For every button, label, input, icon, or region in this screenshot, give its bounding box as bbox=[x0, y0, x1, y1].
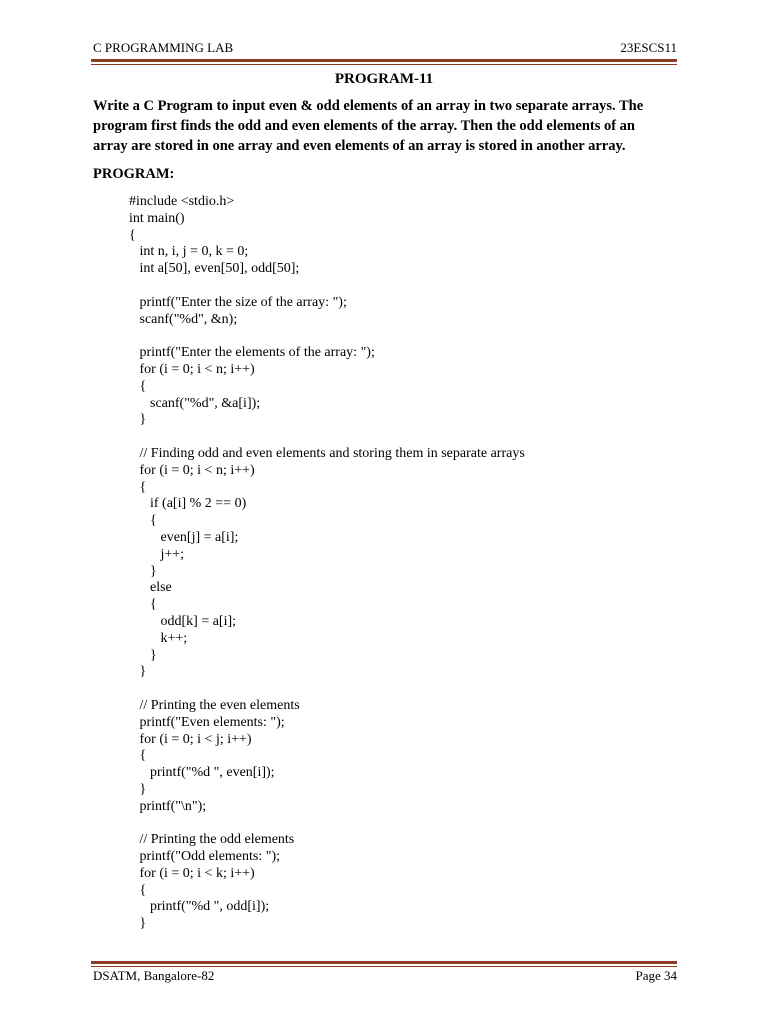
code-line: // Finding odd and even elements and storing them in separate arrays bbox=[129, 445, 525, 461]
program-label: PROGRAM: bbox=[93, 166, 175, 182]
problem-line: array are stored in one array and even elements of an array is stored in another array. bbox=[93, 138, 626, 154]
code-line: { bbox=[129, 378, 147, 394]
code-line: j++; bbox=[129, 546, 185, 562]
code-line: } bbox=[129, 664, 147, 680]
code-line: scanf("%d", &a[i]); bbox=[129, 395, 261, 411]
code-line: for (i = 0; i < n; i++) bbox=[129, 361, 255, 377]
footer-rule-thick bbox=[91, 961, 677, 964]
code-line bbox=[129, 278, 689, 295]
code-line: else bbox=[129, 580, 172, 596]
code-line: printf("\n"); bbox=[129, 798, 207, 814]
code-line: odd[k] = a[i]; bbox=[129, 613, 237, 629]
code-line: } bbox=[129, 647, 157, 663]
code-line: } bbox=[129, 916, 147, 932]
code-line: } bbox=[129, 563, 157, 579]
code-line: { bbox=[129, 882, 147, 898]
code-line: for (i = 0; i < k; i++) bbox=[129, 865, 255, 881]
page-header bbox=[93, 40, 677, 56]
code-line: printf("Enter the elements of the array: "); bbox=[129, 345, 375, 361]
code-line: scanf("%d", &n); bbox=[129, 311, 238, 327]
code-line: printf("%d ", odd[i]); bbox=[129, 899, 270, 915]
code-line bbox=[129, 328, 689, 345]
code-line: printf("Odd elements: "); bbox=[129, 849, 281, 865]
code-line: { bbox=[129, 227, 136, 243]
code-line: printf("Even elements: "); bbox=[129, 714, 285, 730]
footer-page-number: Page 34 bbox=[635, 968, 677, 983]
program-title: PROGRAM-11 bbox=[334, 71, 434, 87]
code-line bbox=[129, 429, 689, 446]
code-line: { bbox=[129, 513, 157, 529]
code-line: int n, i, j = 0, k = 0; bbox=[129, 244, 249, 260]
code-line bbox=[129, 681, 689, 698]
code-line: { bbox=[129, 597, 157, 613]
code-line: } bbox=[129, 781, 147, 797]
problem-statement bbox=[93, 96, 677, 156]
code-line: { bbox=[129, 479, 147, 495]
code-line: } bbox=[129, 412, 147, 428]
header-course-code: 23ESCS11 bbox=[620, 40, 677, 55]
footer-rule-thin bbox=[91, 966, 677, 967]
header-rule-thin bbox=[91, 64, 677, 65]
code-line: int a[50], even[50], odd[50]; bbox=[129, 261, 300, 277]
code-line: // Printing the even elements bbox=[129, 697, 300, 713]
code-line: printf("%d ", even[i]); bbox=[129, 765, 275, 781]
code-line: even[j] = a[i]; bbox=[129, 529, 239, 545]
header-rule-thick bbox=[91, 59, 677, 62]
code-line: if (a[i] % 2 == 0) bbox=[129, 496, 247, 512]
code-line: for (i = 0; i < n; i++) bbox=[129, 462, 255, 478]
code-line: printf("Enter the size of the array: "); bbox=[129, 294, 347, 310]
code-line: #include <stdio.h> bbox=[129, 194, 235, 209]
problem-line: program first finds the odd and even elements of the array. Then the odd elements of an bbox=[93, 118, 635, 134]
footer-institution: DSATM, Bangalore-82 bbox=[93, 968, 215, 983]
code-line: k++; bbox=[129, 630, 188, 646]
problem-line: Write a C Program to input even & odd elements of an array in two separate arrays. The bbox=[93, 98, 644, 114]
header-course-title: C PROGRAMMING LAB bbox=[93, 40, 234, 55]
code-line: int main() bbox=[129, 210, 185, 226]
code-listing bbox=[129, 194, 689, 933]
page-footer bbox=[93, 968, 677, 984]
code-line: for (i = 0; i < j; i++) bbox=[129, 731, 252, 747]
code-line bbox=[129, 815, 689, 832]
code-line: { bbox=[129, 748, 147, 764]
code-line: // Printing the odd elements bbox=[129, 832, 295, 848]
